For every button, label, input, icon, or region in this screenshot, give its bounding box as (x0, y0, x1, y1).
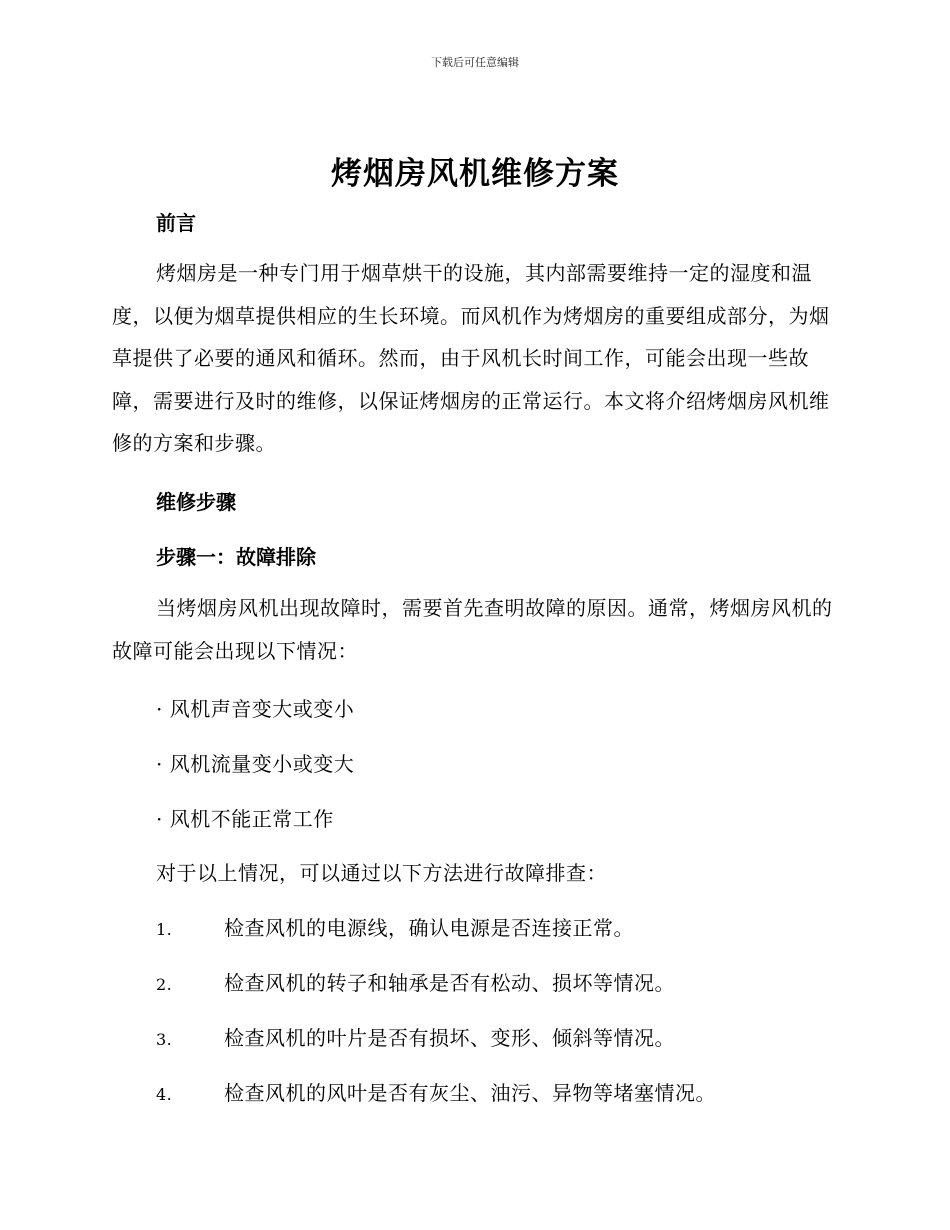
preface-paragraph: 烤烟房是一种专门用于烟草烘干的设施，其内部需要维持一定的湿度和温度，以便为烟草提供相应的生长环境。而风机作为烤烟房的重要组成部分，为烟草提供了必要的通风和循环。然而，由于风机长时间工作，可能会出现一些故障，需要进行及时的维修，以保证烤烟房的正常运行。本文将介绍烤烟房风机维修的方案和步骤。 (112, 261, 830, 455)
list-number: 4. (156, 1085, 173, 1104)
list-number: 3. (156, 1030, 173, 1049)
check-list-item (156, 912, 856, 941)
list-number: 2. (156, 975, 173, 994)
check-list-item (156, 1077, 856, 1106)
step1-heading: 步骤一：故障排除 (156, 545, 316, 569)
bullet-item: · 风机流量变小或变大 (156, 752, 355, 776)
header-note: 下载后可任意编辑 (431, 56, 519, 69)
steps-heading: 维修步骤 (156, 490, 236, 514)
list-text: 检查风机的转子和轴承是否有松动、损坏等情况。 (224, 971, 675, 995)
list-text: 检查风机的叶片是否有损坏、变形、倾斜等情况。 (224, 1026, 675, 1050)
list-number: 1. (156, 920, 173, 939)
step1-paragraph: 当烤烟房风机出现故障时，需要首先查明故障的原因。通常，烤烟房风机的故障可能会出现以下情况： (112, 596, 833, 663)
method-intro: 对于以上情况，可以通过以下方法进行故障排查： (156, 861, 607, 885)
bullet-item: · 风机不能正常工作 (156, 807, 334, 831)
list-text: 检查风机的风叶是否有灰尘、油污、异物等堵塞情况。 (224, 1081, 716, 1105)
list-text: 检查风机的电源线，确认电源是否连接正常。 (224, 916, 634, 940)
bullet-item: · 风机声音变大或变小 (156, 697, 355, 721)
check-list-item (156, 1022, 856, 1051)
preface-heading: 前言 (156, 211, 196, 235)
document-title: 烤烟房风机维修方案 (331, 156, 619, 192)
check-list-item (156, 967, 856, 996)
